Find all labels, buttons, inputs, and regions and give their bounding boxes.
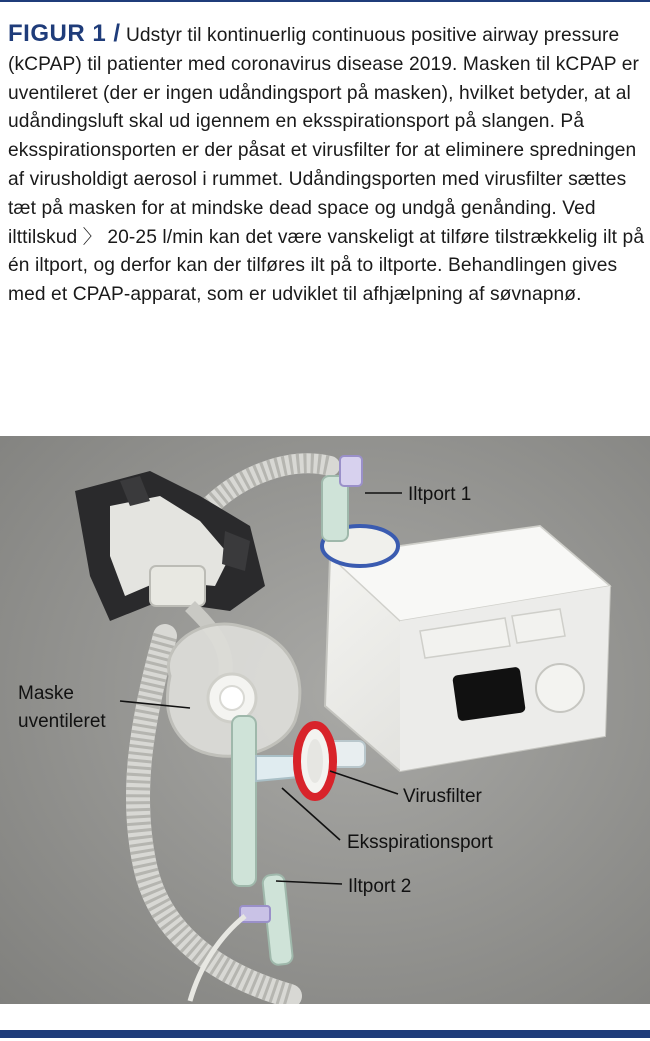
label-maske-line1: Maske (18, 683, 74, 704)
label-virusfilter: Virusfilter (403, 786, 482, 807)
bottom-rule (0, 1030, 650, 1038)
figure-caption (8, 20, 648, 310)
label-iltport-2: Iltport 2 (348, 876, 412, 897)
label-iltport-1: Iltport 1 (408, 484, 472, 505)
figure-caption-text: Udstyr til kontinuerlig continuous positive airway pressure (kCPAP) til patienter med coronavirus disease 2019. Masken til kCPAP er uventileret (der er ingen udåndingsport på masken), hvilket betyder, at al udåndingsluft skal ud igennem en eksspirationsport på slangen. På eksspirationsporten er der påsat et virusfilter for at eliminere spredningen af virusholdigt aerosol i rummet. Udåndingsporten med virusfilter sættes tæt på masken for at mindske dead space og undgå genånding. Ved ilttilskud 〉 20-25 l/min kan det være vanskeligt at tilføre tilstrækkelig ilt på én iltport, og derfor kan der tilføres ilt på to iltporte. Behandlingen gives med et CPAP-apparat, som er udviklet til afhjælpning af søvnapnø. (8, 25, 645, 306)
label-eksspirationsport: Eksspirationsport (347, 832, 493, 853)
label-maske-line2: uventileret (18, 711, 106, 732)
device-screen (452, 666, 526, 721)
top-rule (0, 0, 650, 2)
figure-label: FIGUR 1 / (8, 20, 121, 47)
cpap-equipment-photo (0, 436, 650, 1004)
device-knob (536, 664, 584, 712)
